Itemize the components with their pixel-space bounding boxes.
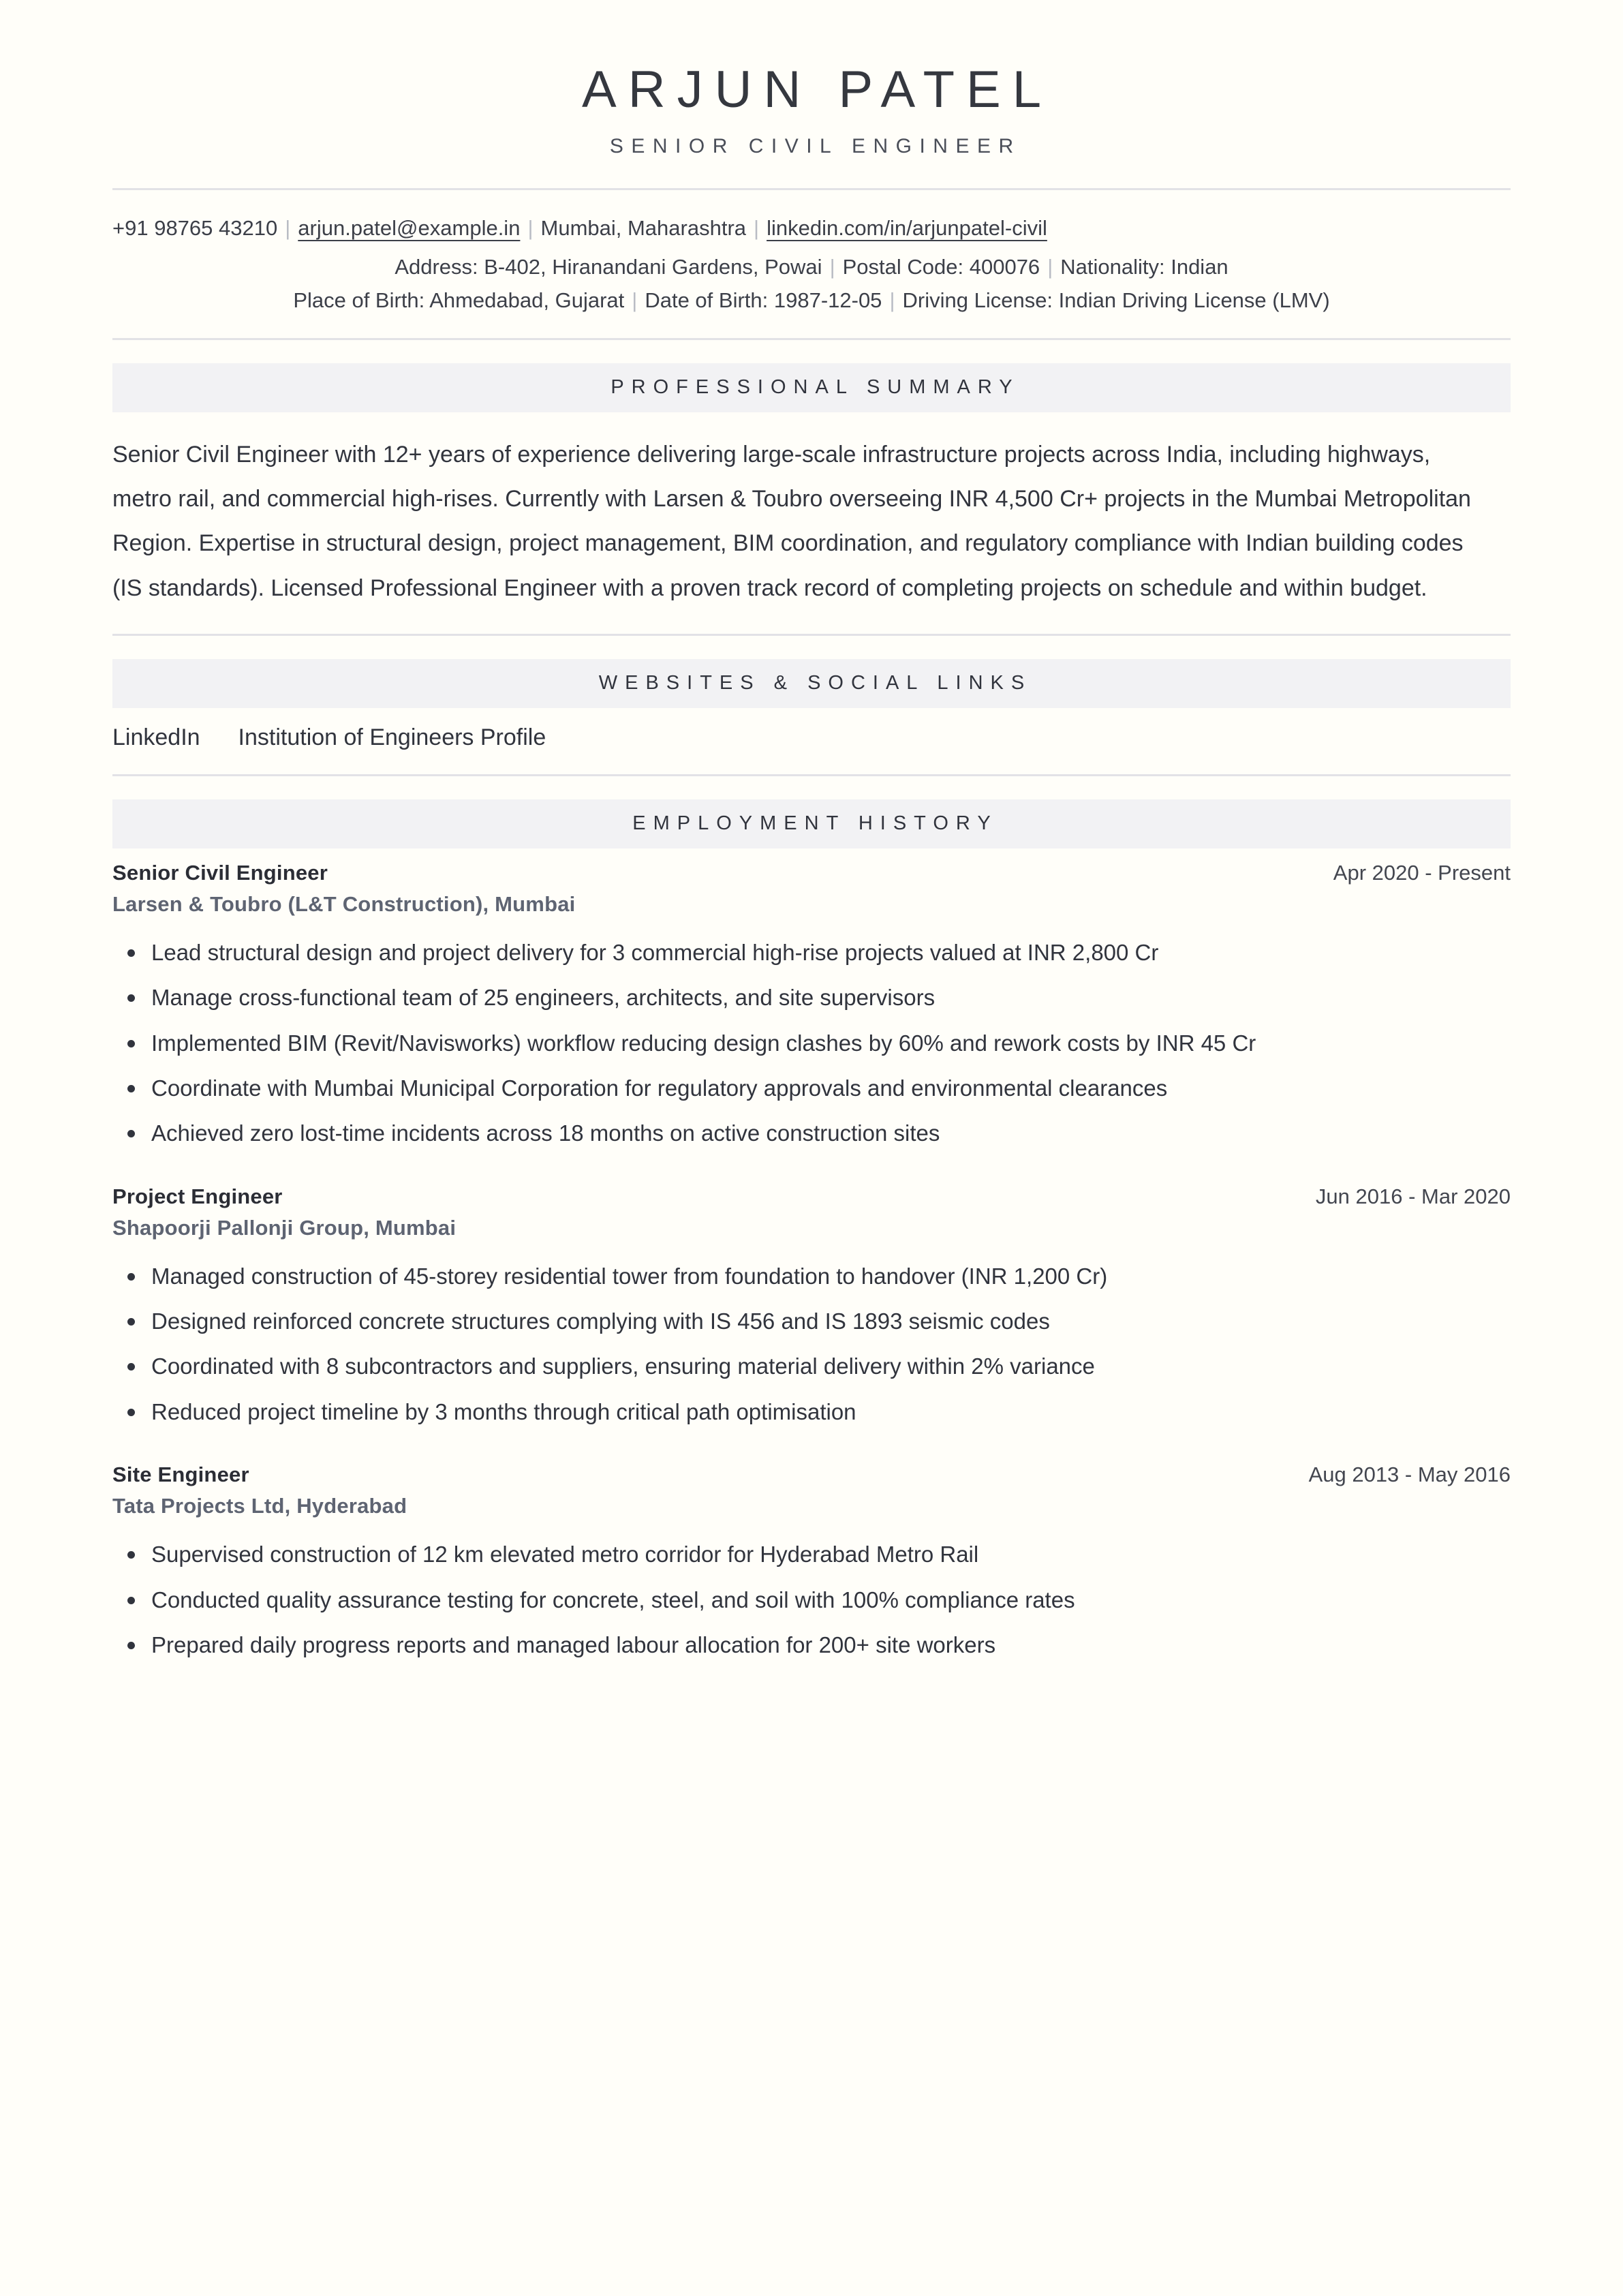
employment-entry	[112, 1463, 1511, 1666]
employment-bullets	[112, 1255, 1511, 1433]
contact-block	[112, 190, 1511, 338]
contact-divider	[112, 338, 1511, 340]
contact-postal-code: Postal Code: 400076	[842, 254, 1040, 279]
employment-bullet: Implemented BIM (Revit/Navisworks) workflow reducing design clashes by 60% and rework costs by INR 45 Cr	[112, 1022, 1482, 1064]
employment-bullet: Conducted quality assurance testing for concrete, steel, and soil with 100% compliance rates	[112, 1579, 1482, 1621]
section-title-summary: PROFESSIONAL SUMMARY	[610, 376, 1020, 399]
employment-entry-header	[112, 861, 1511, 885]
employment-bullet: Supervised construction of 12 km elevated metro corridor for Hyderabad Metro Rail	[112, 1533, 1482, 1575]
resume-header	[112, 0, 1511, 158]
employment-list	[112, 848, 1511, 1666]
employment-bullet: Reduced project timeline by 3 months through critical path optimisation	[112, 1391, 1482, 1433]
employment-bullet: Achieved zero lost-time incidents across 18 months on active construction sites	[112, 1112, 1482, 1154]
contact-place-of-birth: Place of Birth: Ahmedabad, Gujarat	[293, 288, 625, 312]
contact-driving-license: Driving License: Indian Driving License (LMV)	[902, 288, 1330, 312]
employment-company: Tata Projects Ltd, Hyderabad	[112, 1494, 407, 1518]
contact-separator: |	[829, 254, 835, 279]
employment-entry-header	[112, 1184, 1511, 1209]
contact-separator: |	[1047, 254, 1053, 279]
contact-date-of-birth: Date of Birth: 1987-12-05	[645, 288, 882, 312]
website-link-institution-of-engineers[interactable]: Institution of Engineers Profile	[238, 724, 546, 750]
contact-phone: +91 98765 43210	[112, 215, 278, 240]
website-link-linkedin[interactable]: LinkedIn	[112, 724, 200, 750]
summary-divider	[112, 634, 1511, 636]
employment-dates: Jun 2016 - Mar 2020	[1315, 1184, 1511, 1208]
section-title-employment: EMPLOYMENT HISTORY	[632, 812, 998, 835]
contact-separator: |	[285, 215, 291, 240]
contact-line-address	[112, 251, 1511, 284]
contact-separator: |	[889, 288, 895, 312]
employment-company: Larsen & Toubro (L&T Construction), Mumbai	[112, 891, 576, 916]
employment-bullets	[112, 1533, 1511, 1666]
employment-bullet: Manage cross-functional team of 25 engineers, architects, and site supervisors	[112, 977, 1482, 1018]
employment-entry-header	[112, 1463, 1511, 1487]
websites-divider	[112, 774, 1511, 776]
section-websites	[112, 659, 1511, 755]
employment-entry	[112, 861, 1511, 1154]
employment-bullet: Designed reinforced concrete structures complying with IS 456 and IS 1893 seismic codes	[112, 1300, 1482, 1342]
contact-separator: |	[527, 215, 534, 240]
candidate-name: ARJUN PATEL	[582, 61, 1053, 119]
contact-location: Mumbai, Maharashtra	[540, 215, 747, 240]
contact-separator: |	[754, 215, 760, 240]
employment-bullet: Prepared daily progress reports and managed labour allocation for 200+ site workers	[112, 1624, 1482, 1666]
contact-nationality: Nationality: Indian	[1060, 254, 1228, 279]
employment-dates: Apr 2020 - Present	[1333, 860, 1511, 885]
contact-line-primary	[112, 212, 1511, 245]
section-professional-summary	[112, 363, 1511, 611]
summary-text: Senior Civil Engineer with 12+ years of experience delivering large-scale infrastructure projects across India, including highways, metro rail, and commercial high-rises. Currently with Larsen & Toubro overseeing INR 4,500 Cr+ projects in the Mumbai Metropolitan Region. Expertise in structural design, project management, BIM coordination, and regulatory compliance with Indian building codes (IS standards). Licensed Professional Engineer with a proven track record of completing projects on schedule and within budget.	[112, 441, 1471, 601]
contact-linkedin-link[interactable]: linkedin.com/in/arjunpatel-civil	[767, 215, 1047, 240]
employment-role: Senior Civil Engineer	[112, 860, 328, 885]
contact-address: Address: B-402, Hiranandani Gardens, Powai	[395, 254, 822, 279]
contact-email-link[interactable]: arjun.patel@example.in	[298, 215, 521, 240]
section-bar-websites	[112, 659, 1511, 708]
employment-company: Shapoorji Pallonji Group, Mumbai	[112, 1215, 457, 1240]
section-bar-employment	[112, 799, 1511, 848]
section-title-websites: WEBSITES & SOCIAL LINKS	[598, 672, 1032, 694]
contact-separator: |	[632, 288, 638, 312]
employment-entry	[112, 1184, 1511, 1433]
employment-bullet: Managed construction of 45-storey residential tower from foundation to handover (INR 1,200 Cr)	[112, 1255, 1482, 1297]
employment-role: Project Engineer	[112, 1184, 283, 1208]
section-employment-history	[112, 799, 1511, 1666]
websites-links-row	[112, 708, 1511, 755]
summary-body	[112, 412, 1511, 611]
candidate-headline: SENIOR CIVIL ENGINEER	[609, 134, 1021, 157]
employment-role: Site Engineer	[112, 1463, 249, 1487]
section-bar-summary	[112, 363, 1511, 412]
contact-line-personal	[112, 284, 1511, 318]
employment-bullet: Coordinated with 8 subcontractors and suppliers, ensuring material delivery within 2% variance	[112, 1345, 1482, 1387]
employment-bullets	[112, 932, 1511, 1154]
employment-bullet: Lead structural design and project delivery for 3 commercial high-rise projects valued at INR 2,800 Cr	[112, 932, 1482, 973]
employment-dates: Aug 2013 - May 2016	[1308, 1463, 1511, 1487]
employment-bullet: Coordinate with Mumbai Municipal Corporation for regulatory approvals and environmental clearances	[112, 1067, 1482, 1109]
